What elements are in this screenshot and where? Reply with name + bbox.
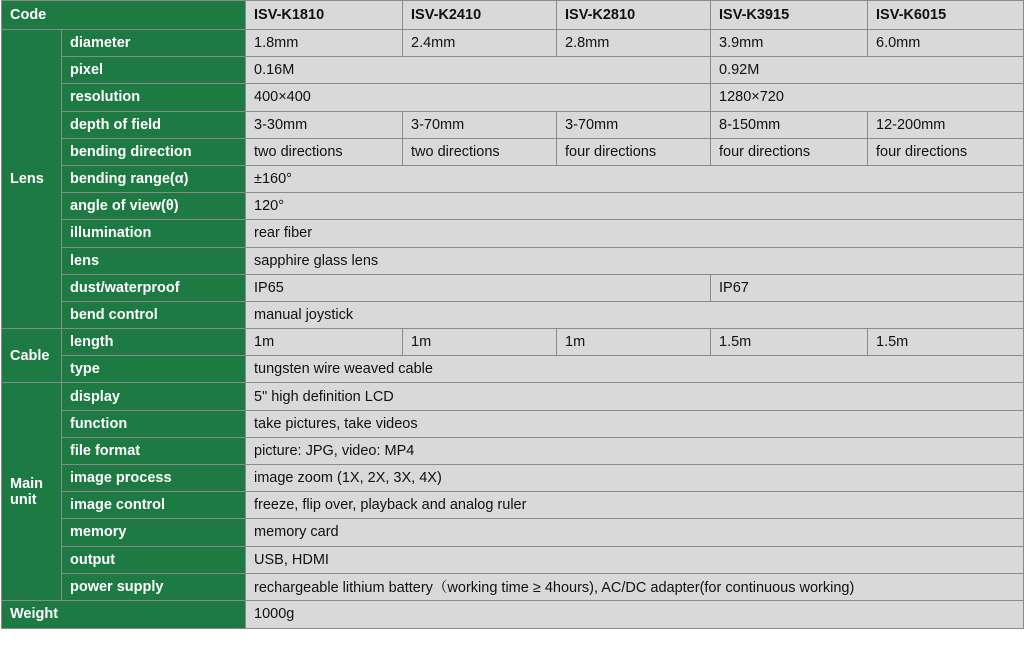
row-lens bbox=[2, 247, 1024, 274]
model-5: ISV-K6015 bbox=[868, 1, 1024, 30]
row-bend-control bbox=[2, 301, 1024, 328]
label-resolution: resolution bbox=[62, 84, 246, 111]
value-cell: manual joystick bbox=[246, 301, 1024, 328]
header-row bbox=[2, 1, 1024, 30]
value-cell: 1m bbox=[403, 329, 557, 356]
label-dust-waterproof: dust/waterproof bbox=[62, 274, 246, 301]
value-cell: tungsten wire weaved cable bbox=[246, 356, 1024, 383]
model-1: ISV-K1810 bbox=[246, 1, 403, 30]
value-cell: 3-30mm bbox=[246, 111, 403, 138]
value-cell: 3-70mm bbox=[557, 111, 711, 138]
value-cell: 1.5m bbox=[711, 329, 868, 356]
value-cell: two directions bbox=[246, 138, 403, 165]
value-cell: memory card bbox=[246, 519, 1024, 546]
label-angle-of-view: angle of view(θ) bbox=[62, 193, 246, 220]
group-main-unit-line1: Main bbox=[10, 475, 44, 492]
row-type bbox=[2, 356, 1024, 383]
value-cell: two directions bbox=[403, 138, 557, 165]
label-image-process: image process bbox=[62, 465, 246, 492]
value-cell: IP65 bbox=[246, 274, 711, 301]
group-lens: Lens bbox=[2, 30, 62, 329]
label-image-control: image control bbox=[62, 492, 246, 519]
value-cell: four directions bbox=[711, 138, 868, 165]
value-cell: 1m bbox=[246, 329, 403, 356]
value-cell: 1m bbox=[557, 329, 711, 356]
label-power-supply: power supply bbox=[62, 573, 246, 600]
label-bending-range: bending range(α) bbox=[62, 165, 246, 192]
value-cell: rear fiber bbox=[246, 220, 1024, 247]
value-cell: 8-150mm bbox=[711, 111, 868, 138]
value-cell: 0.92M bbox=[711, 57, 1024, 84]
label-depth-of-field: depth of field bbox=[62, 111, 246, 138]
row-resolution bbox=[2, 84, 1024, 111]
row-bending-direction bbox=[2, 138, 1024, 165]
value-cell: 12-200mm bbox=[868, 111, 1024, 138]
value-cell: 3-70mm bbox=[403, 111, 557, 138]
group-main-unit-line2: unit bbox=[10, 491, 37, 508]
spec-table bbox=[1, 0, 1024, 629]
row-image-process bbox=[2, 465, 1024, 492]
label-display: display bbox=[62, 383, 246, 410]
row-diameter bbox=[2, 30, 1024, 57]
value-cell: 1.5m bbox=[868, 329, 1024, 356]
row-memory bbox=[2, 519, 1024, 546]
label-pixel: pixel bbox=[62, 57, 246, 84]
value-cell: USB, HDMI bbox=[246, 546, 1024, 573]
label-function: function bbox=[62, 410, 246, 437]
model-2: ISV-K2410 bbox=[403, 1, 557, 30]
label-bend-control: bend control bbox=[62, 301, 246, 328]
value-cell: sapphire glass lens bbox=[246, 247, 1024, 274]
row-bending-range bbox=[2, 165, 1024, 192]
row-image-control bbox=[2, 492, 1024, 519]
row-dust-waterproof bbox=[2, 274, 1024, 301]
row-angle-of-view bbox=[2, 193, 1024, 220]
row-pixel bbox=[2, 57, 1024, 84]
value-cell: 2.4mm bbox=[403, 30, 557, 57]
row-display bbox=[2, 383, 1024, 410]
value-cell: 1.8mm bbox=[246, 30, 403, 57]
label-type: type bbox=[62, 356, 246, 383]
row-output bbox=[2, 546, 1024, 573]
value-cell: image zoom (1X, 2X, 3X, 4X) bbox=[246, 465, 1024, 492]
group-main-unit bbox=[2, 383, 62, 601]
model-3: ISV-K2810 bbox=[557, 1, 711, 30]
value-cell: 1280×720 bbox=[711, 84, 1024, 111]
label-weight: Weight bbox=[2, 600, 246, 628]
value-cell: 0.16M bbox=[246, 57, 711, 84]
value-cell: 2.8mm bbox=[557, 30, 711, 57]
row-illumination bbox=[2, 220, 1024, 247]
label-file-format: file format bbox=[62, 437, 246, 464]
model-4: ISV-K3915 bbox=[711, 1, 868, 30]
row-file-format bbox=[2, 437, 1024, 464]
value-cell: 6.0mm bbox=[868, 30, 1024, 57]
value-cell: four directions bbox=[557, 138, 711, 165]
label-lens: lens bbox=[62, 247, 246, 274]
code-label: Code bbox=[2, 1, 246, 30]
value-cell: take pictures, take videos bbox=[246, 410, 1024, 437]
row-function bbox=[2, 410, 1024, 437]
label-output: output bbox=[62, 546, 246, 573]
row-depth-of-field bbox=[2, 111, 1024, 138]
value-cell: picture: JPG, video: MP4 bbox=[246, 437, 1024, 464]
label-diameter: diameter bbox=[62, 30, 246, 57]
value-cell: 120° bbox=[246, 193, 1024, 220]
value-cell: 3.9mm bbox=[711, 30, 868, 57]
value-cell: IP67 bbox=[711, 274, 1024, 301]
value-cell: 5" high definition LCD bbox=[246, 383, 1024, 410]
value-cell: rechargeable lithium battery（working time ≥ 4hours), AC/DC adapter(for continuous working) bbox=[246, 573, 1024, 600]
row-power-supply bbox=[2, 573, 1024, 600]
label-bending-direction: bending direction bbox=[62, 138, 246, 165]
label-length: length bbox=[62, 329, 246, 356]
group-cable: Cable bbox=[2, 329, 62, 383]
row-weight bbox=[2, 600, 1024, 628]
label-illumination: illumination bbox=[62, 220, 246, 247]
row-length bbox=[2, 329, 1024, 356]
value-cell: 400×400 bbox=[246, 84, 711, 111]
value-cell: 1000g bbox=[246, 600, 1024, 628]
value-cell: ±160° bbox=[246, 165, 1024, 192]
value-cell: freeze, flip over, playback and analog ruler bbox=[246, 492, 1024, 519]
value-cell: four directions bbox=[868, 138, 1024, 165]
label-memory: memory bbox=[62, 519, 246, 546]
